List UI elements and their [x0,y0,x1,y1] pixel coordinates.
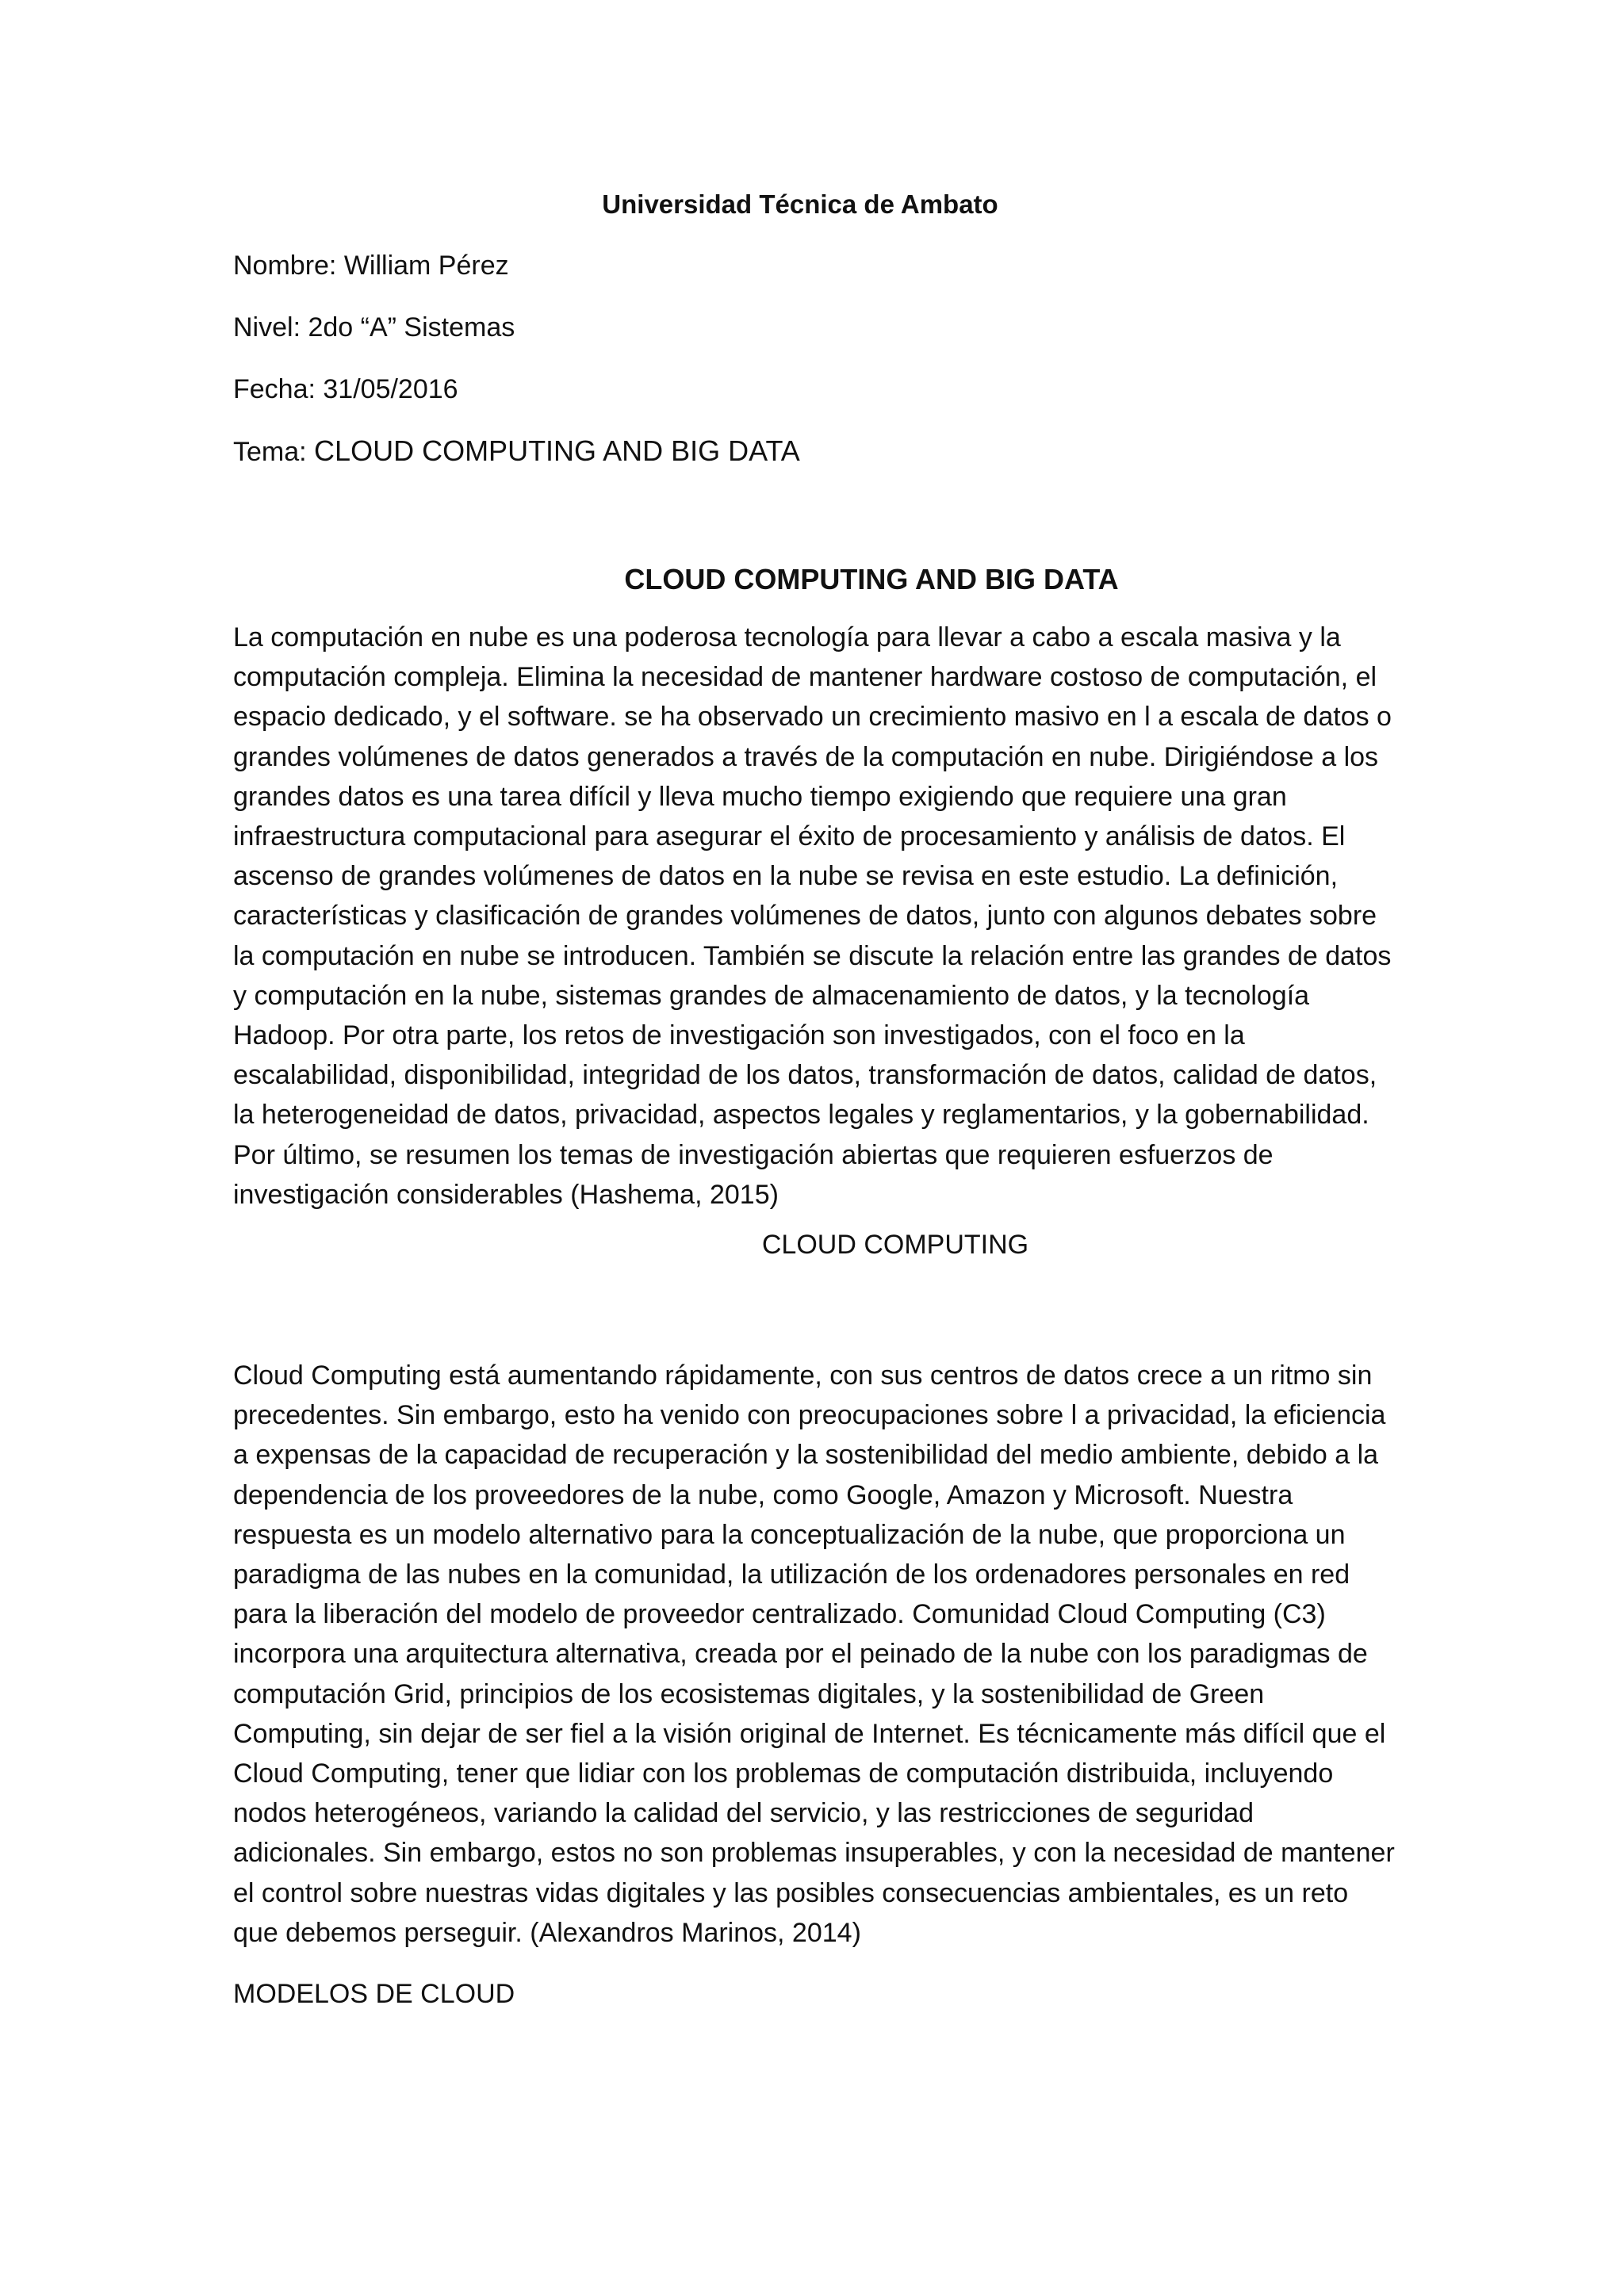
institution-name: Universidad Técnica de Ambato [602,189,998,219]
document-title: CLOUD COMPUTING AND BIG DATA [624,563,1119,595]
student-name-line: Nombre: William Pérez [233,251,509,281]
page-content [233,189,1399,2011]
cloud-computing-paragraph: Cloud Computing está aumentando rápidamente, con sus centros de datos crece a un ritmo sin precedentes. Sin embargo, esto ha venido con preocupaciones sobre l a privacidad, la eficiencia a expensas de la capacidad de recuperación y la sostenibilidad del medio ambiente, debido a la dependencia de los proveedores de la nube, como Google, Amazon y Microsoft. Nuestra respuesta es un modelo alternativo para la conceptualización de la nube, que proporciona un paradigma de las nubes en la comunidad, la utilización de los ordenadores personales en red para la liberación del modelo de proveedor centralizado. Comunidad Cloud Computing (C3) incorpora una arquitectura alternativa, creada por el peinado de la nube con los paradigmas de computación Grid, principios de los ecosistemas digitales, y la sostenibilidad de Green Computing, sin dejar de ser fiel a la visión original de Internet. Es técnicamente más difícil que el Cloud Computing, tener que lidiar con los problemas de computación distribuida, incluyendo nodos heterogéneos, variando la calidad del servicio, y las restricciones de seguridad adicionales. Sin embargo, estos no son problemas insuperables, y con la necesidad de mantener el control sobre nuestras vidas digitales y las posibles consecuencias ambientales, es un reto que debemos perseguir. (Alexandros Marinos, 2014) [233,1360,1395,1948]
topic-label: Tema: [233,437,315,467]
topic-line [233,434,1399,469]
intro-paragraph: La computación en nube es una poderosa tecnología para llevar a cabo a escala masiva y la computación compleja. Elimina la necesidad de mantener hardware costoso de computación, el espacio dedicado, y el software. se ha observado un crecimiento masivo en l a escala de datos o grandes volúmenes de datos generados a través de la computación en nube. Dirigiéndose a los grandes datos es una tarea difícil y lleva mucho tiempo exigiendo que requiere una gran infraestructura computacional para asegurar el éxito de procesamiento y análisis de datos. El ascenso de grandes volúmenes de datos en la nube se revisa en este estudio. La definición, características y clasificación de grandes volúmenes de datos, junto con algunos debates sobre la computación en nube se introducen. También se discute la relación entre las grandes de datos y computación en la nube, sistemas grandes de almacenamiento de datos, y la tecnología Hadoop. Por otra parte, los retos de investigación son investigados, con el foco en la escalabilidad, disponibilidad, integridad de los datos, transformación de datos, calidad de datos, la heterogeneidad de datos, privacidad, aspectos legales y reglamentarios, y la gobernabilidad. Por último, se resumen los temas de investigación abiertas que requieren esfuerzos de investigación considerables (Hashema, 2015) [233,622,1392,1210]
level-line: Nivel: 2do “A” Sistemas [233,312,515,342]
section-heading-cloud-computing: CLOUD COMPUTING [761,1230,1029,1261]
sub-heading-cloud-models: MODELOS DE CLOUD [233,1979,515,2010]
topic-value: CLOUD COMPUTING AND BIG DATA [314,434,800,467]
date-line: Fecha: 31/05/2016 [233,374,458,404]
